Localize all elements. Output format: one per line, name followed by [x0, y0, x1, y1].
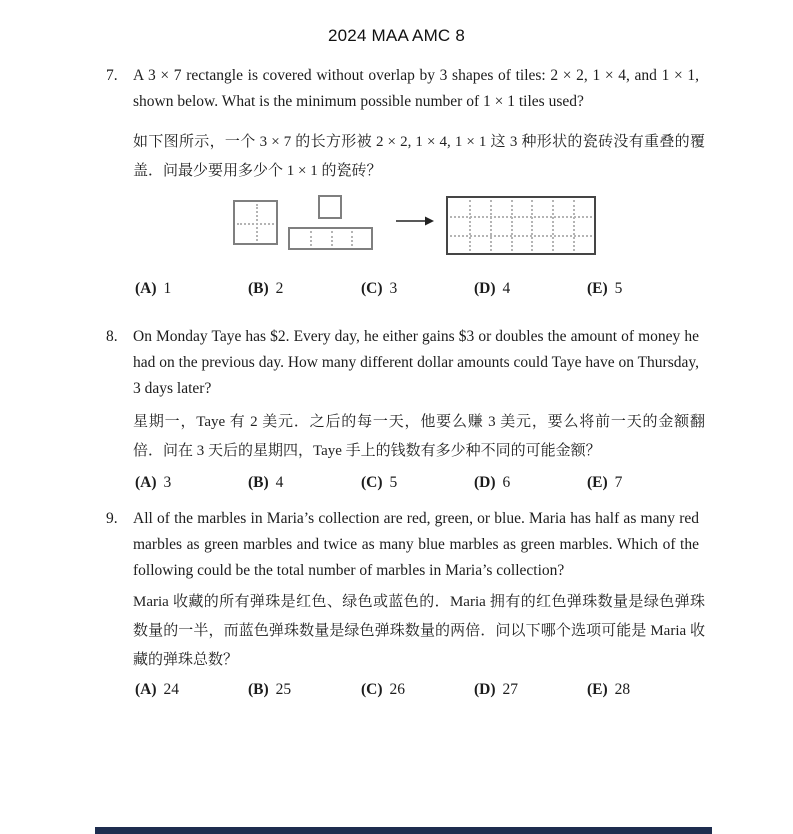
- problem-7-diagram: [0, 194, 793, 260]
- problem-9-number: 9.: [106, 510, 118, 527]
- choice-7-c: (C) 3: [361, 280, 398, 297]
- page-title: 2024 MAA AMC 8: [328, 26, 465, 45]
- choice-8-d: (D) 6: [474, 474, 511, 491]
- problem-9-chinese-text: Maria 收藏的所有弹珠是红色、绿色或蓝色的．Maria 拥有的红色弹珠数量是绿色弹珠数量的一半，而蓝色弹珠数量是绿色弹珠数量的两倍．问以下哪个选项可能是 Maria 收藏的弹珠总数？: [133, 594, 705, 668]
- bottom-cropped-bar: [95, 827, 712, 834]
- problem-9-english-text: All of the marbles in Maria’s collection are red, green, or blue. Maria has half as many red marbles as green marbles and twice as many blue marbles as green marbles. Which of the following could be the total number of marbles in Maria’s collection?: [133, 510, 699, 579]
- choice-9-c: (C) 26: [361, 681, 406, 698]
- choice-9-b: (B) 25: [248, 681, 292, 698]
- tile-1x1: [318, 195, 342, 219]
- problem-8-number: 8.: [106, 328, 118, 345]
- problem-8-choices: [0, 474, 793, 492]
- problem-7-number: 7.: [106, 67, 118, 84]
- choice-9-a: (A) 24: [135, 681, 180, 698]
- choice-8-a: (A) 3: [135, 474, 172, 491]
- problem-7-chinese-text: 如下图所示，一个 3 × 7 的长方形被 2 × 2, 1 × 4, 1 × 1 这 3 种形状的瓷砖没有重叠的覆盖．问最少要用多少个 1 × 1 的瓷砖？: [133, 134, 705, 179]
- tile-2x2: [233, 200, 278, 245]
- choice-9-e: (E) 28: [587, 681, 631, 698]
- problem-9: [0, 506, 793, 584]
- choice-8-b: (B) 4: [248, 474, 284, 491]
- rectangle-3x7: [446, 196, 596, 255]
- choice-9-d: (D) 27: [474, 681, 519, 698]
- problem-8-english-text: On Monday Taye has $2. Every day, he either gains $3 or doubles the amount of money he had on the previous day. How many different dollar amounts could Taye have on Thursday, 3 days later?: [133, 328, 699, 397]
- tile-1x4: [288, 227, 373, 250]
- problem-7: [0, 63, 793, 115]
- choice-7-d: (D) 4: [474, 280, 511, 297]
- problem-8-chinese-text: 星期一，Taye 有 2 美元．之后的每一天，他要么赚 3 美元，要么将前一天的金额翻倍．问在 3 天后的星期四，Taye 手上的钱数有多少种不同的可能金额？: [133, 414, 705, 459]
- problem-8: [0, 324, 793, 402]
- problem-7-english-text: A 3 × 7 rectangle is covered without overlap by 3 shapes of tiles: 2 × 2, 1 × 4, and 1 × 1, shown below. What is the minimum possible number of 1 × 1 tiles used?: [133, 67, 699, 110]
- choice-7-e: (E) 5: [587, 280, 623, 297]
- right-arrow-icon: [396, 214, 434, 228]
- choice-8-e: (E) 7: [587, 474, 623, 491]
- choice-7-a: (A) 1: [135, 280, 172, 297]
- choice-7-b: (B) 2: [248, 280, 284, 297]
- choice-8-c: (C) 5: [361, 474, 398, 491]
- problem-9-choices: [0, 681, 793, 699]
- document-page: [0, 26, 793, 834]
- problem-7-choices: [0, 280, 793, 298]
